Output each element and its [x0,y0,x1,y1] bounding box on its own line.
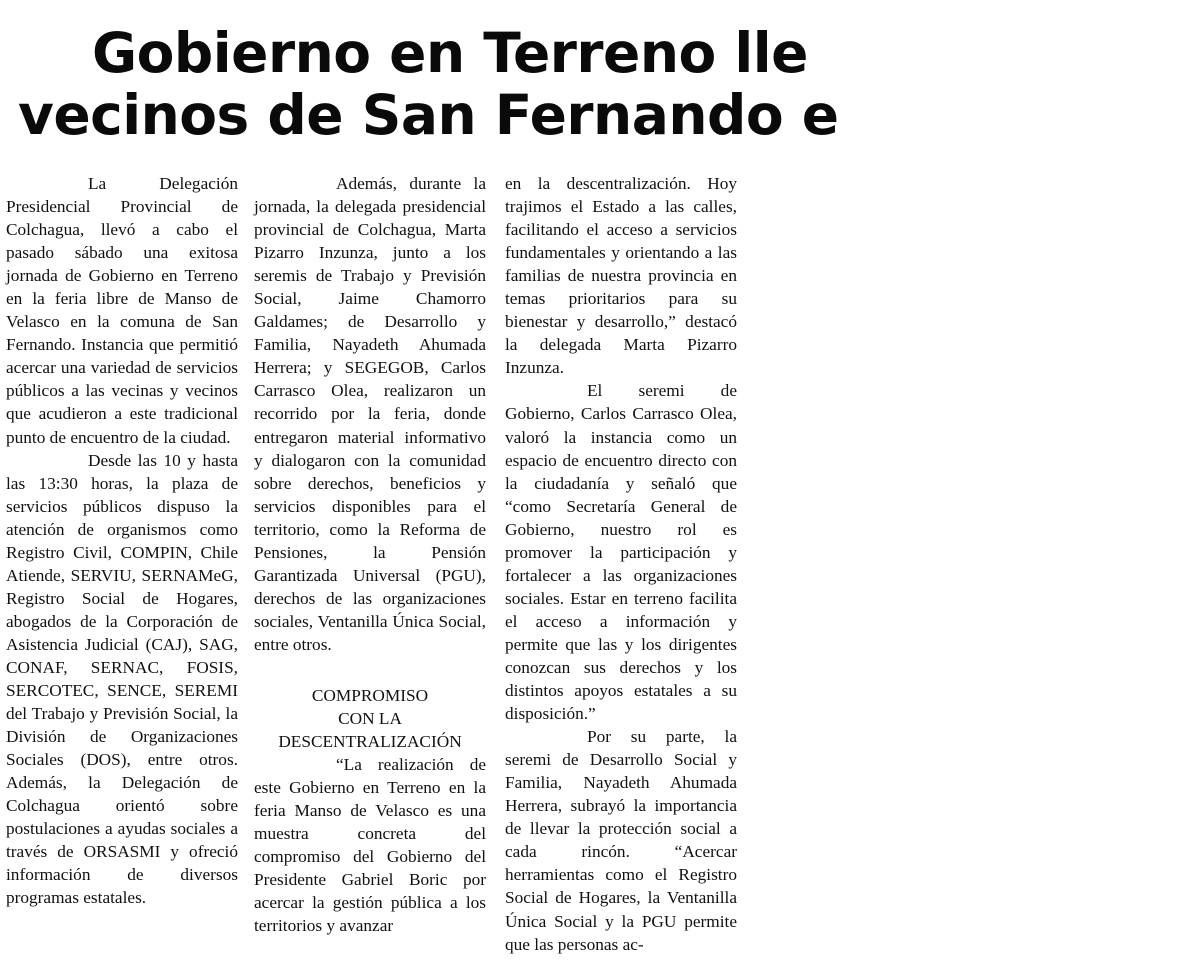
headline-line-2: vecinos de San Fernando e [18,83,839,147]
headline-line-1: Gobierno en Terreno lle [92,21,808,85]
article-headline [0,22,1200,146]
paragraph: El seremi de Gobierno, Carlos Carrasco Olea, valoró la instancia como un espacio de encuentro directo con la ciudadanía y señaló que “como Secretaría General de Gobierno, nuestro rol es promover la participación y fortalecer a las organizaciones sociales. Estar en terreno facilita el acceso a información y permite que las y los dirigentes conozcan sus derechos y los distintos apoyos estatales a su disposición.” [505,381,737,724]
subheading-line-3: DESCENTRALIZACIÓN [278,732,462,752]
paragraph: Desde las 10 y hasta las 13:30 horas, la plaza de servicios públicos dispuso la atención de organismos como Registro Civil, COMPIN, Chile Atiende, SERVIU, SERNAMeG, Registro Social de Hogares, abogados de la Corporación de Asistencia Judicial (CAJ), SAG, CONAF, SERNAC, FOSIS, SERCOTEC, SENCE, SEREMI del Trabajo y Previsión Social, la División de Organizaciones Sociales (DOS), entre otros. Además, la Delegación de Colchagua orientó sobre postulaciones a ayudas sociales a través de ORSASMI y ofreció información de diversos programas estatales. [6,450,238,908]
subheading-line-2: CON LA [338,709,402,729]
article-column-3 [505,172,737,956]
paragraph: en la descentralización. Hoy trajimos el Estado a las calles, facilitando el acceso a servicios fundamentales y orientando a las familias de nuestra provincia en temas prioritarios para su bienestar y desarrollo,” destacó la delegada Marta Pizarro Inzunza. [505,174,737,378]
paragraph: La Delegación Presidencial Provincial de Colchagua, llevó a cabo el pasado sábado una exitosa jornada de Gobierno en Terreno en la feria libre de Manso de Velasco en la comuna de San Fernando. Instancia que permitió acercar una variedad de servicios públicos a las vecinas y vecinos que acudieron a este tradicional punto de encuentro de la ciudad. [6,174,238,447]
paragraph: Además, durante la jornada, la delegada presidencial provincial de Colchagua, Marta Pizarro Inzunza, junto a los seremis de Trabajo y Previsión Social, Jaime Chamorro Galdames; de Desarrollo y Familia, Nayadeth Ahumada Herrera; y SEGEGOB, Carlos Carrasco Olea, realizaron un recorrido por la feria, donde entregaron material informativo y dialogaron con la comunidad sobre derechos, beneficios y servicios disponibles para el territorio, como la Reforma de Pensiones, la Pensión Garantizada Universal (PGU), derechos de las organizaciones sociales, Ventanilla Única Social, entre otros. [254,174,486,654]
paragraph: “La realización de este Gobierno en Terreno en la feria Manso de Velasco es una muestra concreta del compromiso del Gobierno del Presidente Gabriel Boric por acercar la gestión pública a los territorios y avanzar [254,755,486,936]
article-column-1 [6,172,238,910]
subheading-line-1: COMPROMISO [311,685,429,705]
article-column-2 [254,172,486,938]
paragraph: Por su parte, la seremi de Desarrollo Social y Familia, Nayadeth Ahumada Herrera, subrayó la importancia de llevar la protección social a cada rincón. “Acercar herramientas como el Registro Social de Hogares, la Ventanilla Única Social y la PGU permite que las personas ac- [505,727,737,954]
